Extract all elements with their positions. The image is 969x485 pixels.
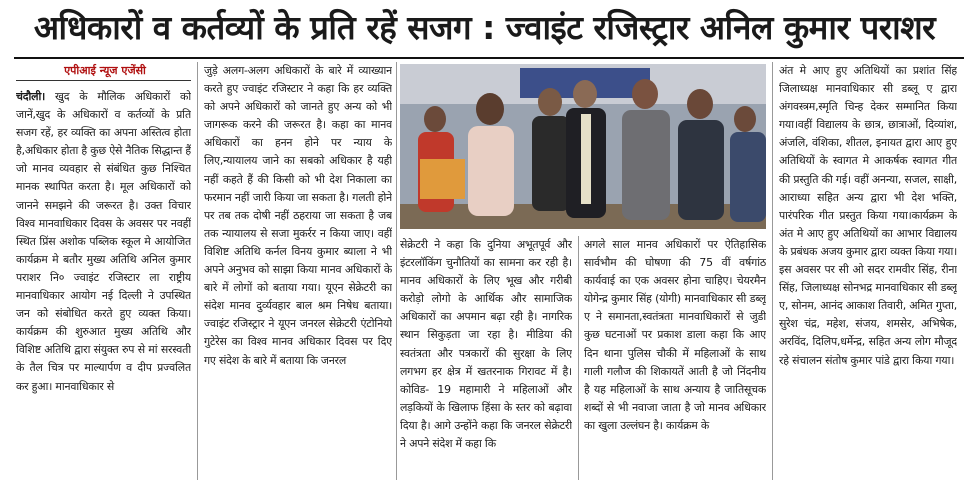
article-column-3: [400, 236, 572, 480]
article-column-2: [204, 62, 392, 480]
headline-rule: [14, 57, 964, 59]
headline: अधिकारों व कर्तव्यों के प्रति रहें सजग : ज्वाइंट रजिस्ट्रार अनिल कुमार पराशर: [33, 8, 936, 47]
article-column-5: [779, 62, 957, 480]
byline-divider: [16, 80, 191, 81]
column-1-text: खुद के मौलिक अधिकारों को जानें,खुद के अधिकारों व कर्तव्यों के प्रति सजग रहें, हर व्यक्ति का अपना अस्तित्व होता है,अधिकार होता है कुछ ऐसे नैतिक सिद्धान्त हैं जो मानव व्यवहार से संबंधित कुछ निश्चित मानक स्थापित करता है। मूल अधिकारों को जानने समझने की जरूरत है। उक्त विचार विश्व मानवाधिकार दिवस के अवसर पर नवहीं स्थित प्रिंस अशोक पब्लिक स्कूल मे आयोजित कार्यक्रम मे बतौर मुख्य अतिथि अनिल कुमार पराशर नि० ज्वाइंट रजिस्टार ला राष्ट्रीय मानवाधिकार आयोग नई दिल्ली ने उपस्थित जन को संबोधित करते हुए व्यक्त किया। कार्यक्रम की शुरुआत मुख्य अतिथि और विशिष्ट अतिथि द्वारा संयुक्त रुप से मां सरस्वती के तैल चित्र पर माल्यार्पण व दीप प्रज्वलित कर हुआ। मानवाधिकार से: [16, 90, 191, 393]
column-2-text: जुड़े अलग-अलग अधिकारों के बारे में व्याख्यान करते हुए ज्वाइंट रजिस्टार ने कहा कि हर व्यक्ति को अपने अधिकारों को जानते हुए अन्य को भी जागरूक करने की जरूरत है। कहा का मानव अधिकारों का हनन होने पर न्याय के लिए,न्यायालय जाने का सबको अधिकार है यही नहीं कहते हैं की किसी को भी देश निकाला का फरमान नहीं जारी किया जा सकता है। गलती होने पर तब तक दोषी नहीं ठहराया जा सकता है जब तक न्यायालय से सजा मुकर्रर न किया जाए। वहीं विशिष्ट अतिथि कर्नल विनय कुमार ब्याला ने भी अपने अनुभव को साझा किया मानव अधिकारों के बारे में लोगों को बताया गया। यूएन सेक्रेटरी का संदेश मानव दुर्व्यवहार बाल श्रम निषेध बताया। ज्वाइंट रजिस्ट्रार ने यूएन जनरल सेक्रेटरी एंटोनियो गुटेरेस का विश्व मानव अधिकार दिवस पर दिए गए संदेश के बारे में बताया कि जनरल: [204, 64, 392, 367]
article-column-1: [16, 88, 191, 480]
dateline: चंदौली।: [16, 90, 46, 103]
byline: एपीआई न्यूज एजेंसी: [64, 64, 146, 77]
column-4-text: अगले साल मानव अधिकारों पर ऐतिहासिक सार्वभौम की घोषणा की 75 वीं वर्षगांठ कार्यवाई का एक अवसर होना चाहिए। चेयरमैन योगेन्द्र कुमार सिंह (योगी) मानवाधिकार सी डब्लू ए ने समानता,स्वतंत्रता मानवाधिकारों से जुडी कुछ घटनाओं पर प्रकाश डाला कहा कि आए दिन थाना पुलिस चौकी में महिलाओं के साथ गाली गलौज की शिकायतें आती है जो निंदनीय है यह महिलाओं के साथ अन्याय है जातिसूचक शब्दों से भी नवाजा जाता है जो मानव अधिकार का खुला उल्लंघन है। कार्यक्रम के: [584, 238, 766, 432]
column-divider: [772, 62, 773, 480]
event-photo: [400, 64, 766, 229]
column-3-text: सेक्रेटरी ने कहा कि दुनिया अभूतपूर्व और इंटरलॉकिंग चुनौतियों का सामना कर रही है। मानव अधिकारों के लिए भूख और गरीबी करोड़ो लोगो के आर्थिक और सामाजिक अधिकारों का अपमान बढ़ा रही है। नागरिक स्थान सिकुड़ता जा रहा है। मीडिया की स्वतंत्रता और पत्रकारों की सुरक्षा के लिए लगभग हर क्षेत्र में खतरनाक गिरावट में है। कोविड- 19 महामारी ने महिलाओं और लड़कियों के खिलाफ हिंसा के स्तर को बढ़ावा दिया है। आगे उन्होंने कहा कि जनरल सेक्रेटरी ने अपने संदेश में कहा कि: [400, 238, 572, 451]
column-5-text: अंत मे आए हुए अतिथियों का प्रशांत सिंह जिलाध्यक्ष मानवाधिकार सी डब्लू ए द्वारा अंगवस्त्रम,स्मृति चिन्ह देकर सम्मानित किया गया।वहीं विद्यालय के छात्र, छात्राओं, दिव्यांश, अंजलि, वंशिका, शीतल, इनायत द्वारा आए हुए अतिथियों के स्वागत मे आकर्षक स्वागत गीत की प्रस्तुति की गई। वहीं अनन्या, सजल, साक्षी, आराध्या सहित अन्य द्वारा भी देश भक्ति, पारंपरिक गीत प्रस्तुत किया गया।कार्यक्रम के अंत मे आए हुए अतिथियों का आभार विद्यालय के प्रबंधक अजय कुमार द्वारा व्यक्त किया गया। इस अवसर पर सी ओ सदर रामवीर सिंह, रीना सिंह, जिलाध्यक्ष सोनभद्र मानवाधिकार सी डब्लू ए, सोनम, आनंद आकाश तिवारी, अमित गुप्ता, सुरेश चंद्र, महेश, संजय, शमसेर, अभिषेक, अरविंद, दिलिप,धर्मेन्द्र, सहित अन्य लोग मौजूद रहे संचालन संतोष कुमार पांडे द्वारा किया गया।: [779, 64, 957, 367]
event-photo-icon: [400, 64, 766, 229]
article-column-4: [584, 236, 766, 480]
column-divider: [197, 62, 198, 480]
column-divider: [396, 62, 397, 480]
column-divider: [578, 236, 579, 480]
